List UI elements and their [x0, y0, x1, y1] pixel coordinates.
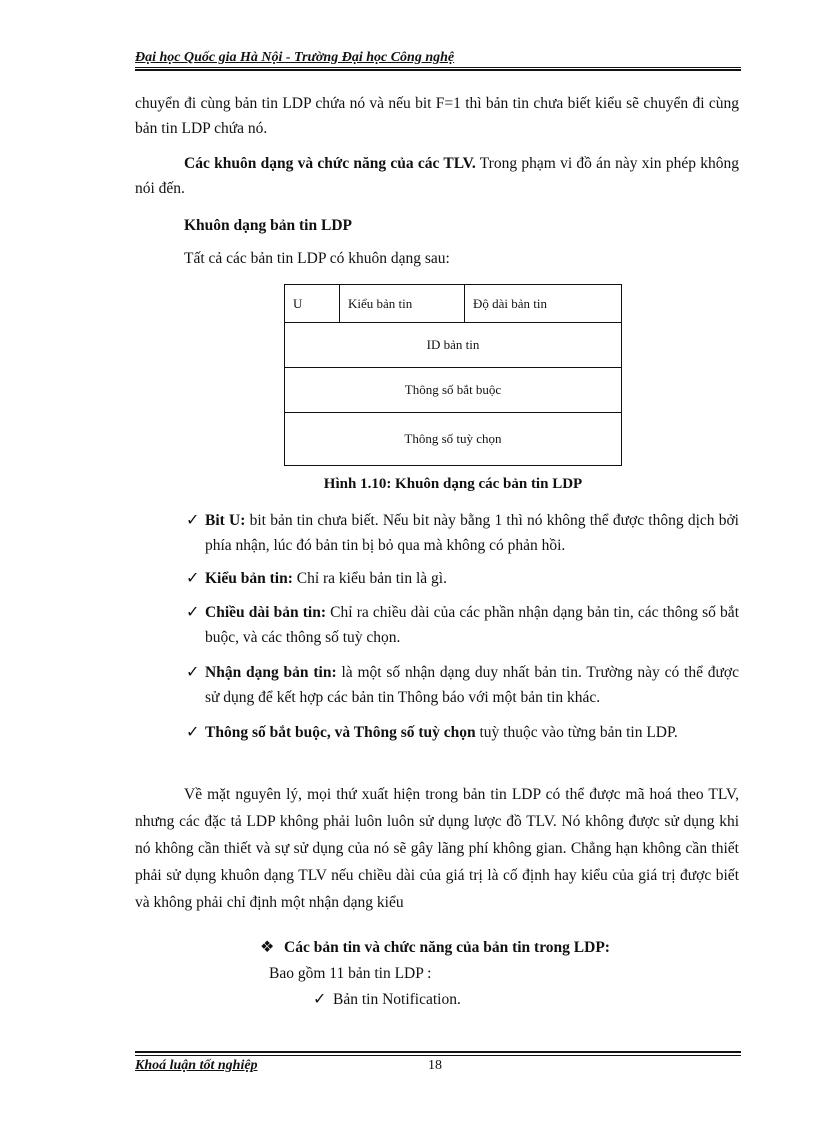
check-icon: ✓ [186, 512, 200, 529]
bullet-term: Kiểu bản tin: [205, 570, 293, 587]
cell-length: Độ dài bản tin [465, 285, 622, 323]
check-icon: ✓ [313, 991, 327, 1008]
bullet-message-id [205, 660, 739, 710]
table-row [285, 413, 622, 466]
footer-label: Khoá luận tốt nghiệp [135, 1058, 258, 1073]
cell-mandatory: Thông số bắt buộc [285, 368, 622, 413]
bullet-parameters [205, 720, 739, 745]
bullet-text: là một số nhận dạng duy nhất bản tin. Trường này có thể được sử dụng để kết hợp các bản tin Thông báo với một bản tin khác. [205, 664, 740, 706]
intro-continuation [135, 91, 739, 141]
tlv-principle-paragraph: Về mặt nguyên lý, mọi thứ xuất hiện trong bản tin LDP có thể được mã hoá theo TLV, nhưng các đặc tả LDP không phải luôn luôn sử dụng lược đồ TLV. Nó không được sử dụng khi nó không cần thiết và sự sử dụng của nó sẽ gây lãng phí không gian. Chẳng hạn không cần thiết phải sử dụng khuôn dạng TLV nếu chiều dài của giá trị là cố định hay kiểu của giá trị được biết và không phải chỉ định một nhận dạng kiểu [135, 786, 739, 911]
bullet-term: Thông số bắt buộc, và Thông số tuỳ chọn [205, 724, 476, 741]
header-rule-thick [135, 69, 741, 71]
notification-item: Bản tin Notification. [333, 991, 461, 1008]
messages-heading: Các bản tin và chức năng của bản tin trong LDP: [284, 939, 610, 956]
messages-lead: Bao gồm 11 bản tin LDP : [269, 965, 432, 982]
bullet-term: Chiều dài bản tin: [205, 604, 326, 621]
cell-u: U [285, 285, 340, 323]
intro-continuation-text: chuyển đi cùng bản tin LDP chứa nó và nếu bit F=1 thì bản tin chưa biết kiểu sẽ chuyển đi cùng bản tin LDP chứa nó. [135, 95, 739, 137]
format-heading: Khuôn dạng bản tin LDP [184, 217, 352, 234]
check-icon: ✓ [186, 604, 200, 621]
table-row [285, 323, 622, 368]
bullet-bit-u [205, 508, 739, 558]
tlv-rest: Trong phạm vi đồ án này xin phép không nói đến. [135, 155, 739, 197]
check-icon: ✓ [186, 570, 200, 587]
table-row [285, 285, 622, 323]
cell-id: ID bản tin [285, 323, 622, 368]
check-icon: ✓ [186, 724, 200, 741]
table-row [285, 368, 622, 413]
check-icon: ✓ [186, 664, 200, 681]
bullet-term: Nhận dạng bản tin: [205, 664, 337, 681]
bullet-text: Chỉ ra kiểu bản tin là gì. [292, 570, 447, 587]
bullet-term: Bit U: [205, 512, 246, 529]
bullet-text: tuỳ thuộc vào từng bản tin LDP. [475, 724, 678, 741]
tlv-bold: Các khuôn dạng và chức năng của các TLV. [184, 155, 476, 172]
bullet-text: bit bản tin chưa biết. Nếu bit này bằng 1 thì nó không thể được thông dịch bởi phía nhận, lúc đó bản tin bị bỏ qua mà không có phản hồi. [205, 512, 739, 554]
footer-rule-thin [135, 1055, 741, 1056]
cell-type: Kiểu bản tin [340, 285, 465, 323]
bullet-message-length [205, 600, 739, 650]
page-header [135, 48, 741, 66]
tlv-paragraph [135, 151, 739, 201]
footer-rule-thick [135, 1051, 741, 1053]
diamond-bullet-icon: ❖ [260, 939, 275, 956]
bullet-text: Chỉ ra chiều dài của các phần nhận dạng bản tin, các thông số bắt buộc, và các thông số tuỳ chọn. [205, 604, 739, 646]
header-rule-thin [135, 67, 741, 68]
header-title: Đại học Quốc gia Hà Nội - Trường Đại học Công nghệ [135, 50, 455, 65]
figure-caption: Hình 1.10: Khuôn dạng các bản tin LDP [323, 476, 583, 492]
format-lead: Tất cả các bản tin LDP có khuôn dạng sau: [184, 250, 450, 267]
cell-optional: Thông số tuỳ chọn [285, 413, 622, 466]
ldp-format-table [284, 284, 622, 466]
page-number: 18 [428, 1058, 442, 1073]
bullet-message-type [205, 566, 739, 591]
